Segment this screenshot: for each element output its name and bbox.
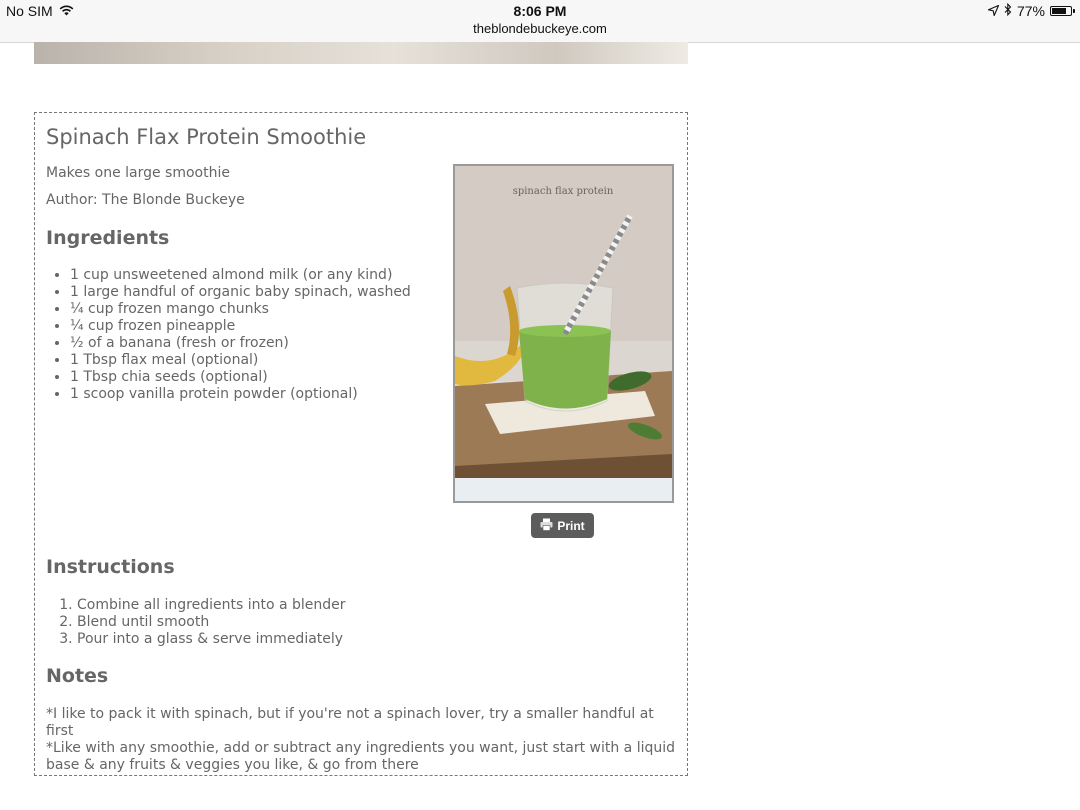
list-item: 2. Blend until smooth	[77, 614, 346, 631]
list-item: • 1 scoop vanilla protein powder (optional)	[70, 386, 411, 403]
instructions-heading: Instructions	[46, 556, 175, 578]
list-item: • ¼ cup frozen mango chunks	[70, 301, 411, 318]
instructions-list	[46, 597, 346, 648]
battery-percent: 77%	[1016, 3, 1045, 19]
ingredients-list	[46, 267, 411, 403]
photo-caption: spinach flax protein	[512, 186, 614, 197]
printer-icon	[540, 518, 553, 534]
notes-text	[46, 706, 676, 774]
address-bar-url[interactable]: theblondebuckeye.com	[473, 21, 607, 36]
recipe-yield: Makes one large smoothie	[46, 165, 230, 181]
list-item: • ½ of a banana (fresh or frozen)	[70, 335, 411, 352]
smoothie-illustration	[455, 166, 672, 501]
list-item: • 1 large handful of organic baby spinach, washed	[70, 284, 411, 301]
battery-icon	[1050, 6, 1072, 16]
bluetooth-icon	[1004, 3, 1012, 19]
recipe-photo	[453, 164, 674, 503]
status-bar-right	[988, 3, 1072, 19]
notes-heading: Notes	[46, 665, 109, 687]
location-arrow-icon	[988, 3, 999, 19]
recipe-title: Spinach Flax Protein Smoothie	[46, 125, 367, 149]
header-photo	[34, 42, 688, 64]
battery-fill	[1052, 8, 1066, 14]
print-button-label: Print	[557, 518, 585, 533]
recipe-card	[34, 112, 688, 776]
ingredients-heading: Ingredients	[46, 227, 170, 249]
list-item: 1. Combine all ingredients into a blender	[77, 597, 346, 614]
print-button[interactable]	[531, 513, 594, 538]
list-item: • 1 Tbsp chia seeds (optional)	[70, 369, 411, 386]
status-bar	[0, 0, 1080, 43]
note-line: *Like with any smoothie, add or subtract any ingredients you want, just start with a liquid base & any fruits & veggies you like, & go from there	[46, 740, 676, 773]
carrier-label: No SIM	[6, 3, 53, 19]
list-item: • ¼ cup frozen pineapple	[70, 318, 411, 335]
list-item: • 1 Tbsp flax meal (optional)	[70, 352, 411, 369]
list-item: • 1 cup unsweetened almond milk (or any kind)	[70, 267, 411, 284]
recipe-author: Author: The Blonde Buckeye	[46, 192, 245, 208]
list-item: 3. Pour into a glass & serve immediately	[77, 631, 346, 648]
clock: 8:06 PM	[513, 3, 567, 19]
note-line: *I like to pack it with spinach, but if you're not a spinach lover, try a smaller handful at first	[46, 706, 654, 739]
